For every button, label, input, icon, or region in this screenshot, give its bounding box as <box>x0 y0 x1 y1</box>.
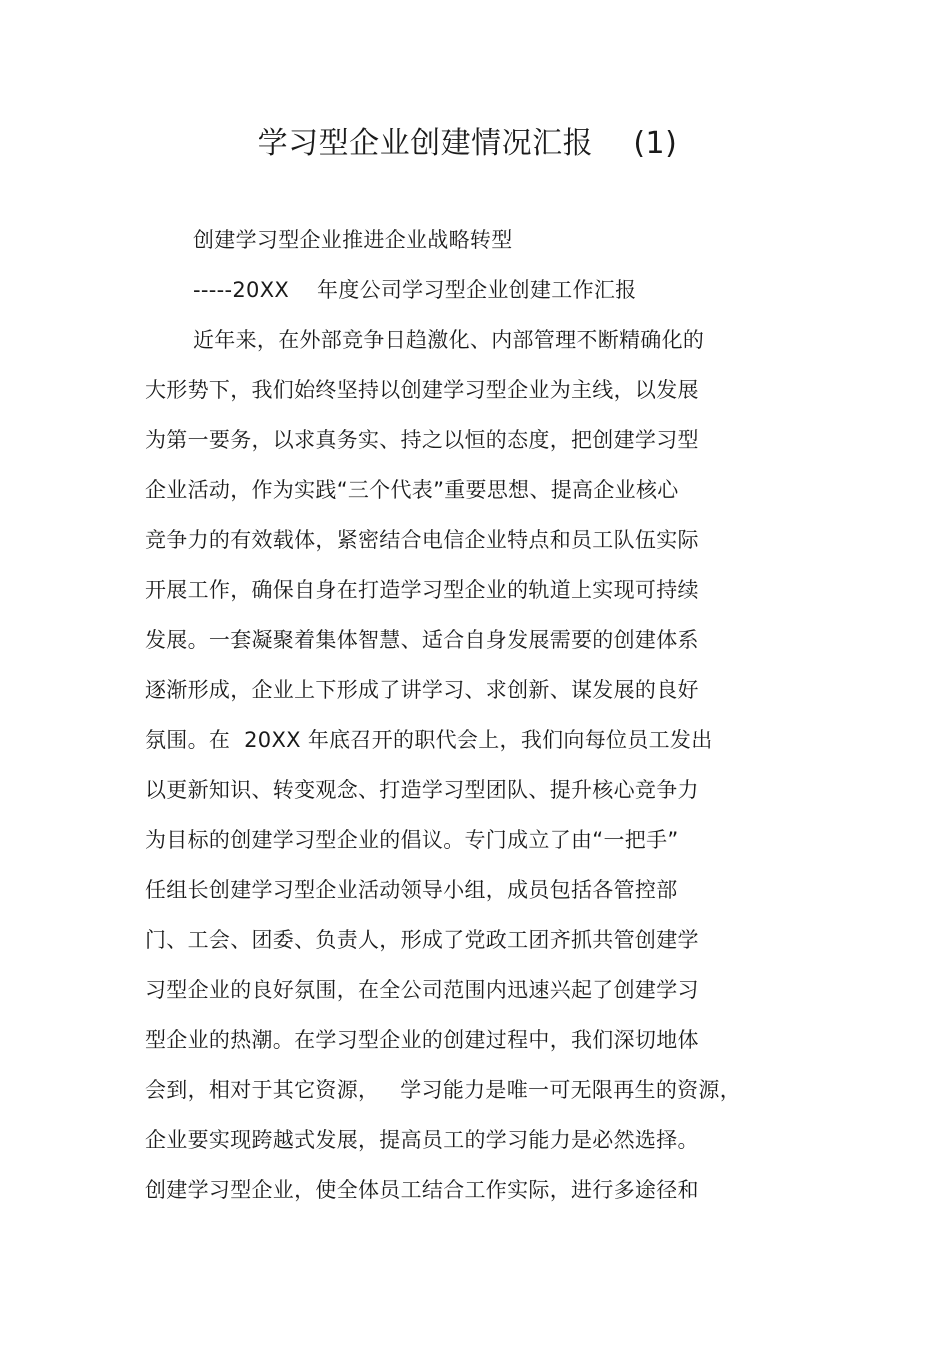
body-line: 发展。一套凝聚着集体智慧、适合自身发展需要的创建体系 <box>145 628 699 652</box>
body-line: 为第一要务，以求真务实、持之以恒的态度，把创建学习型 <box>145 428 699 452</box>
body-line: 近年来，在外部竞争日趋激化、内部管理不断精确化的 <box>193 328 705 352</box>
body-line: 以更新知识、转变观念、打造学习型团队、提升核心竞争力 <box>145 778 699 802</box>
body-line: 型企业的热潮。在学习型企业的创建过程中，我们深切地体 <box>145 1028 699 1052</box>
body-line: 任组长创建学习型企业活动领导小组，成员包括各管控部 <box>145 878 678 902</box>
body-line: 逐渐形成，企业上下形成了讲学习、求创新、谋发展的良好 <box>145 678 699 702</box>
document-title: 学习型企业创建情况汇报 (1) <box>257 126 678 161</box>
body-line: 开展工作，确保自身在打造学习型企业的轨道上实现可持续 <box>145 578 699 602</box>
body-line: 会到，相对于其它资源， 学习能力是唯一可无限再生的资源， <box>145 1078 742 1102</box>
body-line: 企业活动，作为实践“三个代表”重要思想、提高企业核心 <box>145 478 679 502</box>
body-line: 氛围。在 20XX 年底召开的职代会上，我们向每位员工发出 <box>145 728 713 752</box>
body-line: 习型企业的良好氛围，在全公司范围内迅速兴起了创建学习 <box>145 978 699 1002</box>
document-subheading: -----20XX 年度公司学习型企业创建工作汇报 <box>193 278 637 302</box>
document-subtitle: 创建学习型企业推进企业战略转型 <box>193 228 513 252</box>
body-line: 企业要实现跨越式发展，提高员工的学习能力是必然选择。 <box>145 1128 699 1152</box>
body-line: 门、工会、团委、负责人，形成了党政工团齐抓共管创建学 <box>145 928 699 952</box>
body-line: 为目标的创建学习型企业的倡议。专门成立了由“一把手” <box>145 828 679 852</box>
body-line: 竞争力的有效载体，紧密结合电信企业特点和员工队伍实际 <box>145 528 699 552</box>
body-line: 大形势下，我们始终坚持以创建学习型企业为主线，以发展 <box>145 378 699 402</box>
body-line: 创建学习型企业，使全体员工结合工作实际，进行多途径和 <box>145 1178 699 1202</box>
